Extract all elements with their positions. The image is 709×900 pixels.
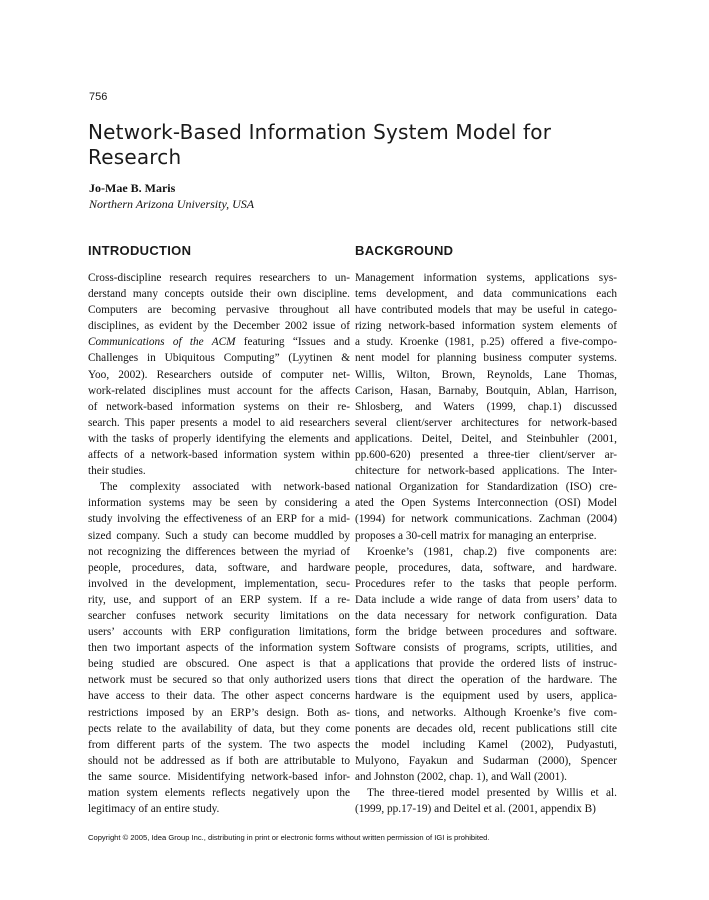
text-line: their studies. (88, 465, 146, 478)
text-line: Data include a wide range of data from users’ data to (355, 593, 617, 606)
text-line: several client/server architectures for network-based (355, 416, 617, 429)
text-line: derstand many concepts outside their own discipline. (88, 288, 350, 301)
text-line: and Johnston (2002, chap. 1), and Wall (2001). (355, 770, 567, 783)
author-affiliation: Northern Arizona University, USA (89, 197, 255, 211)
text-line: not recognizing the differences between the myriad of (88, 545, 350, 558)
text-line: restrictions imposed by an ERP’s design. Both as- (88, 706, 350, 719)
text-line: Computers are becoming pervasive throughout all (88, 304, 350, 317)
text-line: legitimacy of an entire study. (88, 803, 220, 816)
text-line: Yoo, 2002). Researchers outside of computer net- (88, 368, 350, 381)
text-line: Shlosberg, and Waters (1999, chap.1) discussed (355, 400, 617, 413)
text-line: tions, and networks. Although Kroenke’s five com- (355, 706, 617, 719)
paper-title (88, 120, 648, 170)
text-line: search. This paper presents a model to aid researchers (88, 416, 350, 429)
page-number: 756 (89, 91, 108, 103)
text-line: The complexity associated with network-based (100, 481, 350, 494)
text-line: Management information systems, applications sys- (355, 272, 617, 284)
text-line: hardware is the equipment used by users, applica- (355, 690, 617, 703)
text-line: Communications of the ACM featuring “Issues and (88, 336, 350, 349)
text-line: Procedures refer to the tasks that people perform. (355, 577, 617, 590)
text-line: network must be secured so that only authorized users (88, 674, 350, 687)
text-line: Mulyono, Fayakun and Sudarman (2000), Spencer (355, 754, 617, 767)
journal-title: Communications of the ACM (88, 336, 236, 349)
text-line: (1994) for network communications. Zachman (2004) (355, 513, 617, 526)
text-line: the same source. Misidentifying network-based infor- (88, 770, 350, 783)
author-name: Jo-Mae B. Maris (89, 181, 176, 195)
text-line: sized company. Such a study can become muddled by (88, 529, 350, 542)
text-line: form the bridge between procedures and software. (355, 626, 617, 639)
text-line: Kroenke’s (1981, chap.2) five components are: (367, 545, 617, 558)
text-line: of network-based information systems on their re- (88, 400, 350, 413)
copyright-footer: Copyright © 2005, Idea Group Inc., distributing in print or electronic forms without written permission of IGI is prohibited. (88, 833, 490, 842)
text-line: Software consists of programs, scripts, utilities, and (355, 642, 617, 655)
text-line: then two important aspects of the information system (88, 642, 350, 655)
text-line: tions that direct the operation of the hardware. The (355, 674, 617, 687)
text-line: a study. Kroenke (1981, p.25) offered a five-compo- (355, 336, 617, 349)
text-line: The three-tiered model presented by Willis et al. (367, 787, 617, 799)
text-line: should not be addressed as if both are attributable to (88, 754, 350, 767)
text-line: nent model for planning business computer systems. (355, 352, 617, 365)
background-heading: BACKGROUND (355, 243, 454, 258)
text-line: people, procedures, data, software, and hardware. (355, 561, 617, 574)
text-line: rity, use, and support of an ERP system. If a re- (88, 593, 350, 606)
text-line: pp.600-620) presented a three-tier client/server ar- (355, 449, 617, 462)
text-line: ponents are decades old, recent publications still cite (355, 722, 617, 735)
text-line: searcher confuses network security limitations on (88, 609, 350, 622)
text-line: involved in the development, implementation, secu- (88, 577, 350, 590)
text-line: affects of a network-based information system within (88, 449, 350, 462)
text-line: users’ accounts with ERP configuration limitations, (88, 626, 350, 639)
text-line: being studied are obscured. One aspect is that a (88, 658, 350, 671)
text-line: chitecture for network-based applications. The Inter- (355, 465, 617, 478)
text-line: disciplines, as evident by the December 2002 issue of (88, 320, 350, 333)
background-body (355, 270, 617, 817)
text-line: rizing network-based information system elements of (355, 320, 617, 333)
text-line: information systems may be seen by considering a (88, 497, 350, 510)
text-line: the data necessary for network configuration. Data (355, 609, 617, 622)
title-line-1: Network-Based Information System Model for (88, 120, 552, 144)
text-line: from different parts of the system. The two aspects (88, 738, 350, 751)
text-line: mation system elements reflects negatively upon the (88, 787, 350, 799)
text-line: have contributed models that may be useful in catego- (355, 304, 617, 317)
text-line: have access to their data. The other aspect concerns (88, 690, 350, 703)
text-line: ated the Open Systems Interconnection (OSI) Model (355, 497, 617, 510)
text-line: people, procedures, data, software, and hardware (88, 561, 350, 574)
text-line: Carison, Hasan, Barnaby, Boutquin, Ablan, Harrison, (355, 384, 617, 397)
text-line: applications that provide the ordered lists of instruc- (355, 658, 617, 671)
text-line: tems development, and data communications each (355, 288, 617, 301)
title-line-2: Research (88, 145, 182, 169)
text-line: applications. Deitel, Deitel, and Steinbuhler (2001, (355, 432, 617, 445)
introduction-heading: INTRODUCTION (88, 243, 192, 258)
text-line: study involving the effectiveness of an ERP for a mid- (88, 513, 350, 526)
introduction-body (88, 270, 350, 817)
text-line: pects relate to the availability of data, but they come (88, 722, 350, 735)
text-line: the model including Kamel (2002), Pudyastuti, (355, 738, 617, 751)
text-line: Willis, Wilton, Brown, Reynolds, Lane Thomas, (355, 368, 617, 381)
text-line: (1999, pp.17-19) and Deitel et al. (2001, appendix B) (355, 803, 596, 816)
text-line: Cross-discipline research requires researchers to un- (88, 272, 350, 284)
text-line: proposes a 30-cell matrix for managing an enterprise. (355, 529, 597, 542)
text-line: Challenges in Ubiquitous Computing” (Lyytinen & (88, 352, 350, 365)
text-line: work-related disciplines must account for the affects (88, 384, 350, 397)
text-line: with the tasks of properly identifying the elements and (88, 432, 350, 445)
text-line: national Organization for Standardization (ISO) cre- (355, 481, 617, 494)
